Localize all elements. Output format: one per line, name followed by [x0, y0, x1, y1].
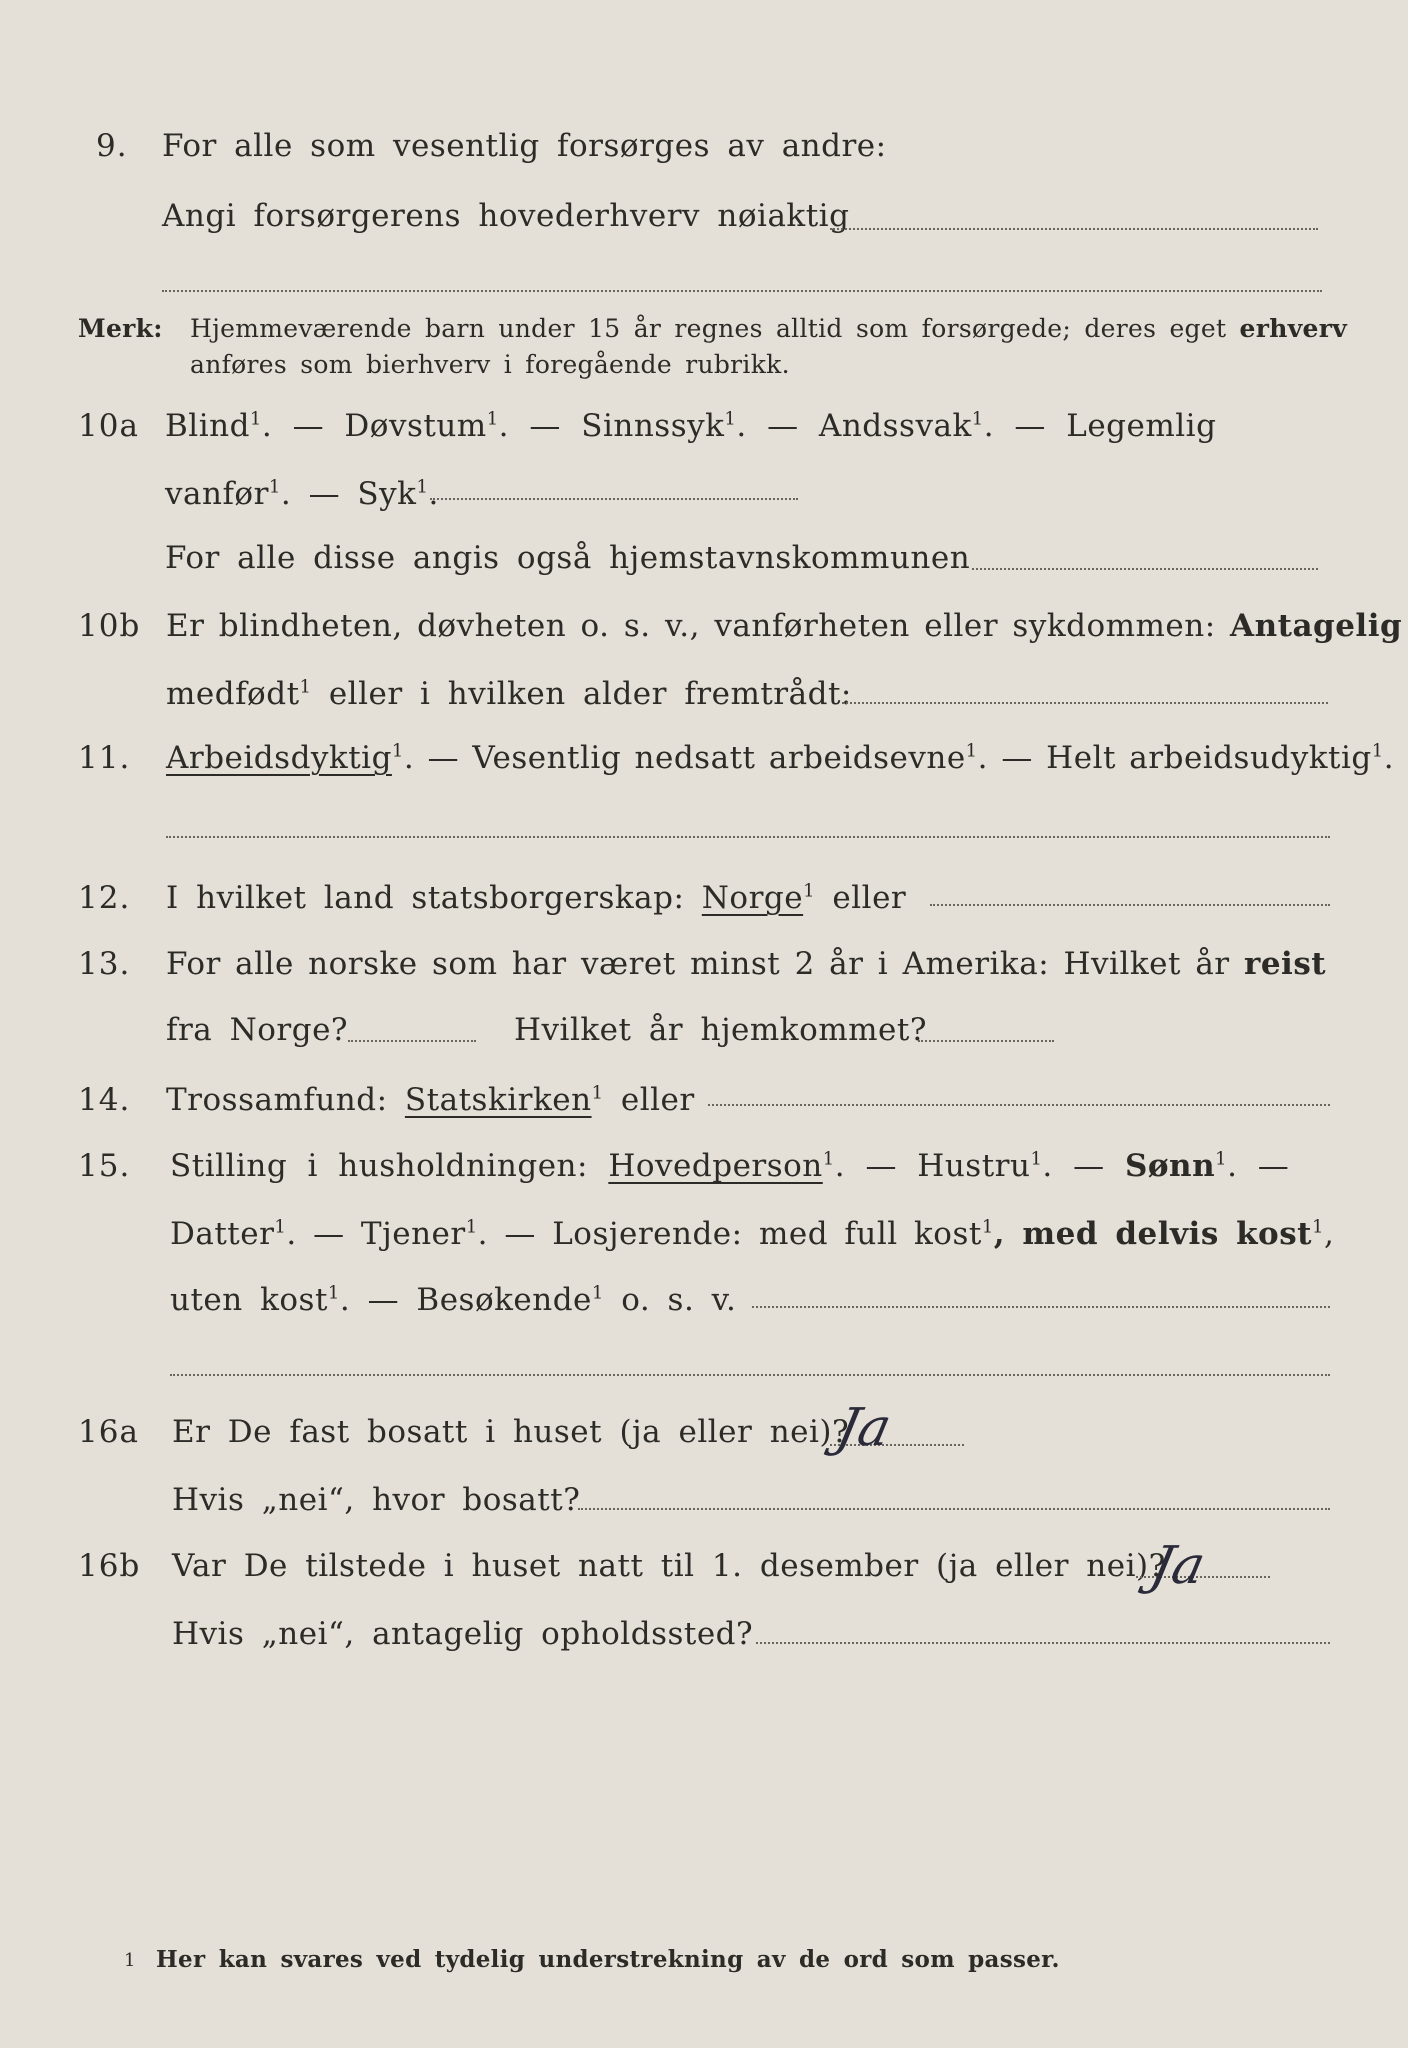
- q16a-handwritten-answer: Ja: [831, 1398, 897, 1458]
- q15-line-1: Stilling i husholdningen: Hovedperson$^1$. — Hustru$^1$. — Sønn$^1$. —: [170, 1148, 1290, 1184]
- q14-number: 14.: [78, 1082, 131, 1118]
- q9-provider-field[interactable]: [830, 228, 1318, 230]
- footnote-mark: 1: [124, 1950, 136, 1971]
- q15-position-field[interactable]: [752, 1306, 1330, 1308]
- q16a-residence-field[interactable]: [578, 1508, 1330, 1510]
- q16b-question: Var De tilstede i huset natt til 1. desember (ja eller nei)?: [172, 1548, 1166, 1584]
- q9-provider-label: Angi forsørgerens hovederhverv nøiaktig: [162, 198, 850, 234]
- q16b-number: 16b: [78, 1548, 141, 1584]
- q11-option-arbeidsdyktig[interactable]: Arbeidsdyktig: [166, 740, 392, 776]
- note-label: Merk:: [78, 314, 163, 343]
- q16a-number: 16a: [78, 1414, 139, 1450]
- q15-line-2: Datter$^1$. — Tjener$^1$. — Losjerende: med full kost$^1$, med delvis kost$^1$,: [170, 1216, 1335, 1252]
- q9-extra-field[interactable]: [162, 290, 1322, 292]
- q14-option-statskirken[interactable]: Statskirken: [404, 1082, 592, 1118]
- q15-extra-field[interactable]: [170, 1374, 1330, 1376]
- q15-number: 15.: [78, 1148, 131, 1184]
- q15-option-hovedperson[interactable]: Hovedperson: [608, 1148, 823, 1184]
- q15-line-3: uten kost$^1$. — Besøkende$^1$ o. s. v.: [170, 1282, 737, 1318]
- q13-left-norway-label: fra Norge?: [166, 1012, 349, 1048]
- q10b-number: 10b: [78, 608, 141, 644]
- q10b-line-2: medfødt$^1$ eller i hvilken alder fremtrådt:: [166, 676, 852, 712]
- q10b-onset-field[interactable]: [842, 702, 1328, 704]
- q12-option-norge[interactable]: Norge: [701, 880, 804, 916]
- q13-returned-field[interactable]: [918, 1040, 1054, 1042]
- q16b-whereabouts-label: Hvis „nei“, antagelig opholdssted?: [172, 1616, 754, 1652]
- q16a-residence-label: Hvis „nei“, hvor bosatt?: [172, 1482, 581, 1518]
- q13-left-norway-field[interactable]: [348, 1040, 476, 1042]
- q16b-handwritten-answer: Ja: [1145, 1536, 1211, 1596]
- q10a-line-1: Blind$^1$. — Døvstum$^1$. — Sinnssyk$^1$. — Andssvak$^1$. — Legemlig: [165, 408, 1217, 444]
- q16a-question: Er De fast bosatt i huset (ja eller nei)?: [172, 1414, 850, 1450]
- q13-returned-label: Hvilket år hjemkommet?: [514, 1012, 927, 1048]
- q10a-condition-field[interactable]: [430, 498, 798, 500]
- q10a-home-municipality-field[interactable]: [972, 568, 1318, 570]
- note-line-2: anføres som bierhverv i foregående rubrikk.: [190, 350, 790, 379]
- q13-number: 13.: [78, 946, 131, 982]
- q12-number: 12.: [78, 880, 131, 916]
- q10b-line-1: Er blindheten, døvheten o. s. v., vanførheten eller sykdommen: Antagelig: [166, 608, 1403, 644]
- q10a-line-2: vanfør$^1$. — Syk$^1$.: [165, 476, 439, 512]
- note-line-1: Hjemmeværende barn under 15 år regnes alltid som forsørgede; deres eget erhverv: [190, 314, 1348, 343]
- q11-options: Arbeidsdyktig$^1$. — Vesentlig nedsatt arbeidsevne$^1$. — Helt arbeidsudyktig$^1$.: [166, 740, 1395, 776]
- q16b-whereabouts-field[interactable]: [756, 1642, 1330, 1644]
- q9-number: 9.: [96, 128, 128, 164]
- q14-line: Trossamfund: Statskirken$^1$ eller: [166, 1082, 695, 1118]
- footnote-text: Her kan svares ved tydelig understrekning av de ord som passer.: [156, 1946, 1060, 1973]
- q9-question: For alle som vesentlig forsørges av andre:: [162, 128, 887, 164]
- q10a-number: 10a: [78, 408, 139, 444]
- q12-citizenship-field[interactable]: [930, 904, 1330, 906]
- q10a-home-municipality-label: For alle disse angis også hjemstavnskommunen: [165, 540, 971, 576]
- q11-extra-field[interactable]: [166, 836, 1330, 838]
- q13-line-1: For alle norske som har været minst 2 år i Amerika: Hvilket år reist: [166, 946, 1327, 982]
- q12-line: I hvilket land statsborgerskap: Norge$^1$ eller: [166, 880, 907, 916]
- q11-number: 11.: [78, 740, 131, 776]
- q14-religion-field[interactable]: [708, 1104, 1330, 1106]
